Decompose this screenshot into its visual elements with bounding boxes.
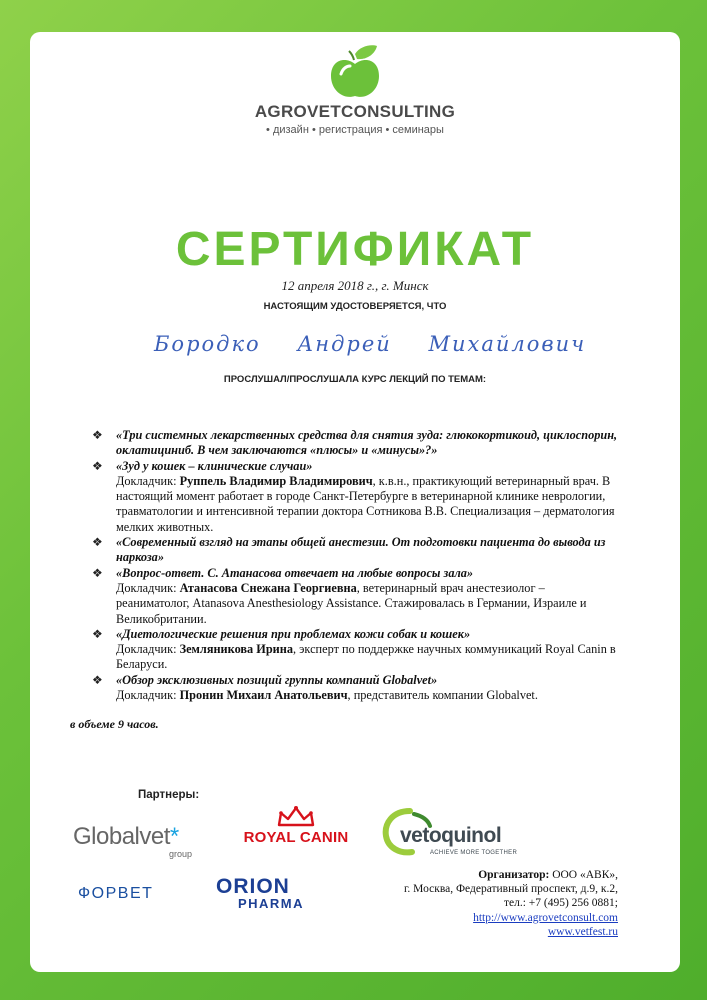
royal-canin-logo	[232, 805, 360, 855]
topic-item	[92, 627, 618, 673]
speaker-name: Атанасова Снежана Георгиевна	[179, 580, 357, 595]
organizer-block	[404, 868, 618, 939]
topic-title: «Обзор эксклюзивных позиций группы компаний Globalvet»	[116, 672, 438, 687]
globalvet-name: Globalvet	[73, 823, 170, 850]
organizer-company: ООО «АВК»,	[549, 869, 618, 881]
speaker-info: , представитель компании Globalvet.	[347, 688, 538, 703]
speaker-name: Земляникова Ирина	[179, 642, 293, 657]
orion-pharma-logo	[216, 875, 326, 919]
globalvet-sub: group	[169, 849, 193, 859]
orion-pharma-name: PHARMA	[237, 896, 305, 911]
course-volume: в объеме 9 часов.	[70, 717, 159, 731]
attended-line: ПРОСЛУШАЛ/ПРОСЛУШАЛА КУРС ЛЕКЦИЙ ПО ТЕМАМ:	[223, 374, 487, 385]
globalvet-logo	[73, 823, 213, 863]
orion-name: ORION	[216, 875, 290, 898]
topic-item	[92, 673, 618, 704]
topic-title: «Диетологические решения при проблемах кожи собак и кошек»	[116, 626, 471, 641]
speaker-prefix: Докладчик:	[116, 473, 180, 488]
topic-item	[92, 535, 618, 566]
topic-item	[92, 459, 618, 535]
topic-title: «Современный взгляд на этапы общей анестезии. От подготовки пациента до вывода из наркоза»	[116, 535, 606, 565]
topic-item	[92, 428, 618, 459]
partners-label: Партнеры:	[138, 789, 200, 801]
speaker-prefix: Докладчик:	[116, 642, 180, 657]
speaker-name: Пронин Михаил Анатольевич	[179, 688, 348, 703]
green-apple-leaf-icon	[325, 44, 385, 102]
organizer-label: Организатор:	[478, 869, 550, 881]
certify-line: НАСТОЯЩИМ УДОСТОВЕРЯЕТСЯ, ЧТО	[263, 301, 447, 312]
certificate-sheet	[30, 32, 680, 972]
topic-title: «Три системных лекарственных средства для снятия зуда: глюкокортикоид, циклоспорин, оклатициниб. В чем заключаются «плюсы» и «минусы»?»	[116, 428, 618, 458]
organizer-site-link[interactable]: http://www.agrovetconsult.com	[473, 911, 618, 924]
logo	[30, 44, 680, 136]
vetoquinol-logo	[380, 806, 525, 861]
diamond-bullet-icon: ❖	[92, 565, 103, 580]
globalvet-star: *	[169, 823, 180, 850]
diamond-bullet-icon: ❖	[92, 428, 103, 442]
organizer-line	[404, 868, 618, 882]
brand-name: AGROVETCONSULTING	[254, 102, 456, 121]
speaker-info: , ветеринарный врач анестезиолог – реаниматолог, Atanasova Anesthesiology Assistance. Стажировалась в Германии, Израиле и Великобритании.	[116, 580, 587, 626]
vetoquinol-sub: ACHIEVE MORE TOGETHER	[430, 850, 518, 856]
vetfest-site-link[interactable]: www.vetfest.ru	[547, 925, 618, 938]
topic-title: «Вопрос-ответ. С. Атанасова отвечает на любые вопросы зала»	[116, 565, 474, 580]
vetoquinol-name: vetoquinol	[400, 824, 502, 847]
forvet-logo: ФОРВЕТ	[78, 885, 154, 902]
diamond-bullet-icon: ❖	[92, 672, 103, 687]
certificate-title: СЕРТИФИКАТ	[175, 223, 535, 276]
topics-list	[92, 428, 618, 703]
organizer-phone: тел.: +7 (495) 256 0881;	[503, 897, 618, 910]
speaker-prefix: Докладчик:	[116, 580, 180, 595]
topic-title: «Зуд у кошек – клинические случаи»	[116, 458, 313, 473]
diamond-bullet-icon: ❖	[92, 626, 103, 641]
diamond-bullet-icon: ❖	[92, 535, 103, 550]
speaker-info: , к.в.н., практикующий ветеринарный врач. В настоящий момент работает в городе Санкт-Петербурге в ветеринарной клинике неврологии, травматологии и интенсивной терапии доктора Сотникова В.В. Специализация – дерматология мелких животных.	[116, 473, 615, 534]
certificate-date: 12 апреля 2018 г., г. Минск	[281, 278, 429, 293]
recipient-name: Бородко Андрей Михайлович	[154, 332, 587, 356]
crown-icon	[275, 805, 317, 827]
royal-canin-name: ROYAL CANIN	[243, 829, 349, 846]
brand-tagline: • дизайн • регистрация • семинары	[266, 124, 444, 136]
diamond-bullet-icon: ❖	[92, 458, 103, 473]
speaker-prefix: Докладчик:	[116, 688, 180, 703]
speaker-info: , эксперт по поддержке научных коммуникаций Royal Canin в Беларуси.	[116, 642, 616, 672]
organizer-address: г. Москва, Федеративный проспект, д.9, к.2,	[403, 883, 618, 896]
topic-item	[92, 566, 618, 627]
speaker-name: Руппель Владимир Владимирович	[179, 473, 373, 488]
